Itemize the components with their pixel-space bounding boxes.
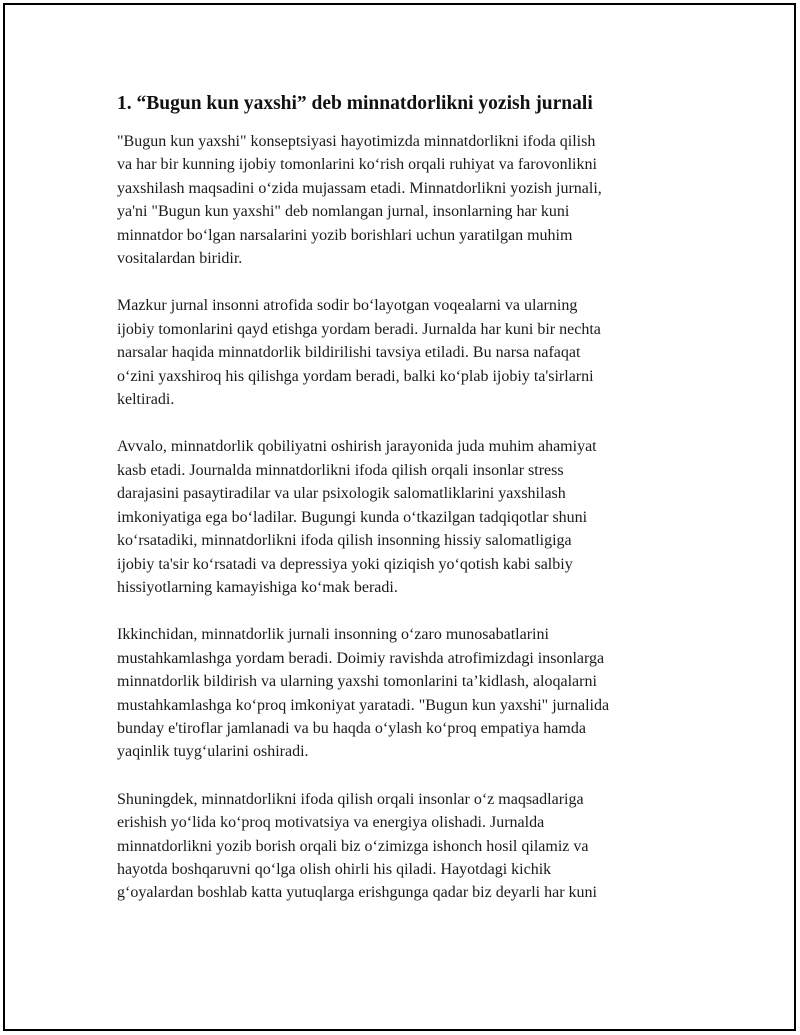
- text-line: ko‘rsatadiki, minnatdorlikni ifoda qilish insonning hissiy salomatligiga: [117, 532, 572, 550]
- text-line: va har bir kunning ijobiy tomonlarini ko‘rish orqali ruhiyat va farovonlikni: [117, 156, 597, 174]
- section-heading: 1. “Bugun kun yaxshi” deb minnatdorlikni yozish jurnali: [117, 93, 593, 114]
- text-line: Mazkur jurnal insonni atrofida sodir bo‘layotgan voqealarni va ularning: [117, 297, 578, 315]
- text-line: hissiyotlarning kamayishiga ko‘mak beradi.: [117, 578, 398, 596]
- paragraph-1: [117, 130, 693, 270]
- text-line: minnatdor bo‘lgan narsalarini yozib borishlari uchun yaratilgan muhim: [117, 226, 573, 244]
- paragraph-5: [117, 788, 693, 905]
- text-line: narsalar haqida minnatdorlik bildirilishi tavsiya etiladi. Bu narsa nafaqat: [117, 344, 581, 362]
- text-line: ya'ni "Bugun kun yaxshi" deb nomlangan jurnal, insonlarning har kuni: [117, 203, 570, 221]
- paragraph-4: [117, 623, 693, 763]
- text-line: minnatdorlikni yozib borish orqali biz o‘zimizga ishonch hosil qilamiz va: [117, 837, 589, 855]
- text-line: bunday e'tiroflar jamlanadi va bu haqda o‘ylash ko‘proq empatiya hamda: [117, 719, 586, 737]
- text-line: Shuningdek, minnatdorlikni ifoda qilish orqali insonlar o‘z maqsadlariga: [117, 790, 584, 808]
- text-line: Ikkinchidan, minnatdorlik jurnali insonning o‘zaro munosabatlarini: [117, 626, 549, 644]
- text-line: imkoniyatiga ega bo‘ladilar. Bugungi kunda o‘tkazilgan tadqiqotlar shuni: [117, 508, 588, 526]
- text-line: erishish yo‘lida ko‘proq motivatsiya va energiya olishadi. Jurnalda: [117, 814, 545, 832]
- document-body: [117, 92, 693, 929]
- text-line: yaqinlik tuyg‘ularini oshiradi.: [117, 743, 309, 761]
- text-line: minnatdorlik bildirish va ularning yaxshi tomonlarini ta’kidlash, aloqalarni: [117, 673, 597, 691]
- text-line: hayotda boshqaruvni qo‘lga olish ohirli his qiladi. Hayotdagi kichik: [117, 860, 552, 878]
- text-line: g‘oyalardan boshlab katta yutuqlarga erishgunga qadar biz deyarli har kuni: [117, 884, 597, 902]
- text-line: vositalardan biridir.: [117, 250, 243, 268]
- text-line: mustahkamlashga ko‘proq imkoniyat yaratadi. "Bugun kun yaxshi" jurnalida: [117, 696, 610, 714]
- text-line: ijobiy ta'sir ko‘rsatadi va depressiya yoki qiziqish yo‘qotish kabi salbiy: [117, 555, 573, 573]
- text-line: mustahkamlashga yordam beradi. Doimiy ravishda atrofimizdagi insonlarga: [117, 649, 605, 667]
- text-line: ijobiy tomonlarini qayd etishga yordam beradi. Jurnalda har kuni bir nechta: [117, 320, 601, 338]
- text-line: kasb etadi. Journalda minnatdorlikni ifoda qilish orqali insonlar stress: [117, 461, 564, 479]
- text-line: darajasini pasaytiradilar va ular psixologik salomatliklarini yaxshilash: [117, 485, 566, 503]
- text-line: "Bugun kun yaxshi" konseptsiyasi hayotimizda minnatdorlikni ifoda qilish: [117, 133, 596, 150]
- paragraph-3: [117, 435, 693, 599]
- paragraph-2: [117, 294, 693, 411]
- text-line: Avvalo, minnatdorlik qobiliyatni oshirish jarayonida juda muhim ahamiyat: [117, 438, 597, 456]
- text-line: keltiradi.: [117, 391, 175, 409]
- text-line: o‘zini yaxshiroq his qilishga yordam beradi, balki ko‘plab ijobiy ta'sirlarni: [117, 367, 594, 385]
- text-line: yaxshilash maqsadini o‘zida mujassam etadi. Minnatdorlikni yozish jurnali,: [117, 179, 602, 197]
